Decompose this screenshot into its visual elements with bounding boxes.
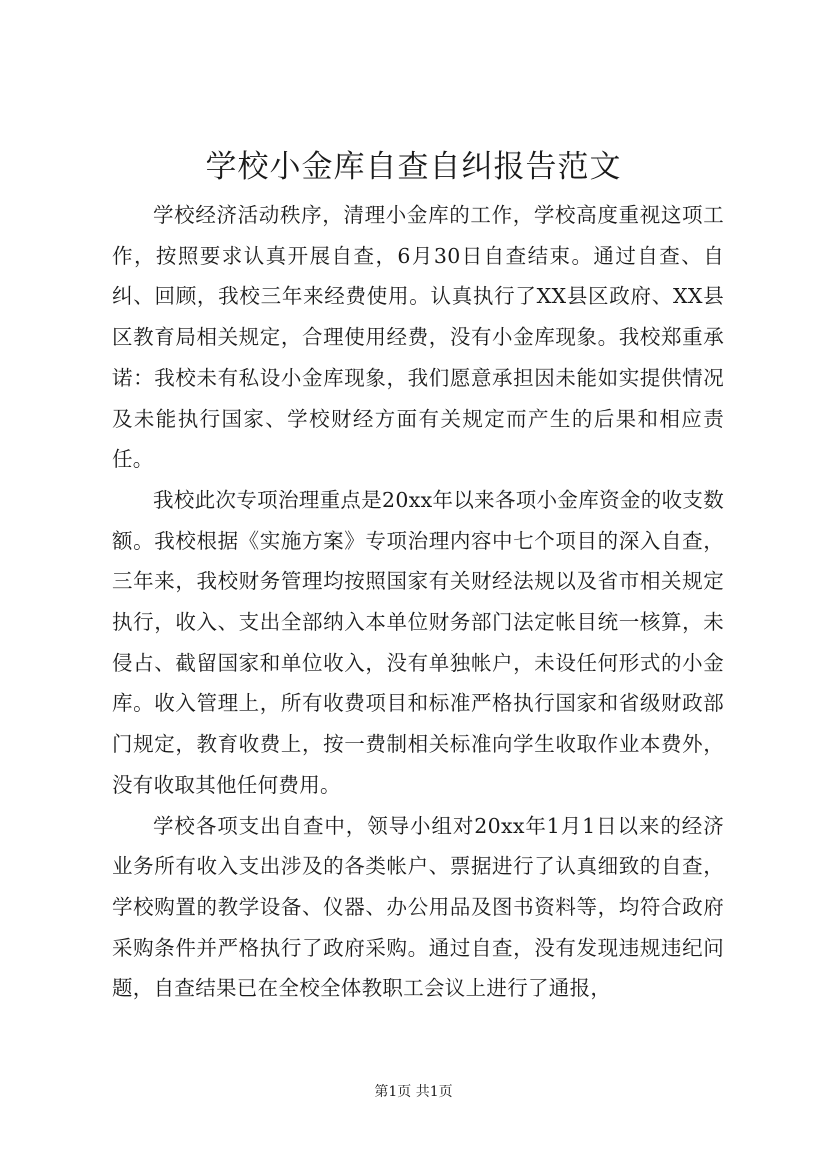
paragraph-2: 我校此次专项治理重点是20xx年以来各项小金库资金的收支数额。我校根据《实施方案》专项治理内容中七个项目的深入自查，三年来，我校财务管理均按照国家有关财经法规以及省市相关规定执行，收入、支出全部纳入本单位财务部门法定帐目统一核算，未侵占、截留国家和单位收入，没有单独帐户，未设任何形式的小金库。收入管理上，所有收费项目和标准严格执行国家和省级财政部门规定，教育收费上，按一费制相关标准向学生收取作业本费外，没有收取其他任何费用。 xyxy=(112,487,724,797)
document-title: 学校小金库自查自纠报告范文 xyxy=(205,149,622,185)
document-body xyxy=(112,195,724,1009)
paragraph-3: 学校各项支出自查中，领导小组对20xx年1月1日以来的经济业务所有收入支出涉及的各类帐户、票据进行了认真细致的自查，学校购置的教学设备、仪器、办公用品及图书资料等，均符合政府采购条件并严格执行了政府采购。通过自查，没有发现违规违纪问题，自查结果已在全校全体教职工会议上进行了通报， xyxy=(112,813,724,1001)
paragraph-1: 学校经济活动秩序，清理小金库的工作，学校高度重视这项工作，按照要求认真开展自查，6月30日自查结束。通过自查、自纠、回顾，我校三年来经费使用。认真执行了XX县区政府、XX县区教育局相关规定，合理使用经费，没有小金库现象。我校郑重承诺：我校未有私设小金库现象，我们愿意承担因未能如实提供情况及未能执行国家、学校财经方面有关规定而产生的后果和相应责任。 xyxy=(112,203,724,472)
page-footer: 第1页 共1页 xyxy=(374,1084,453,1100)
